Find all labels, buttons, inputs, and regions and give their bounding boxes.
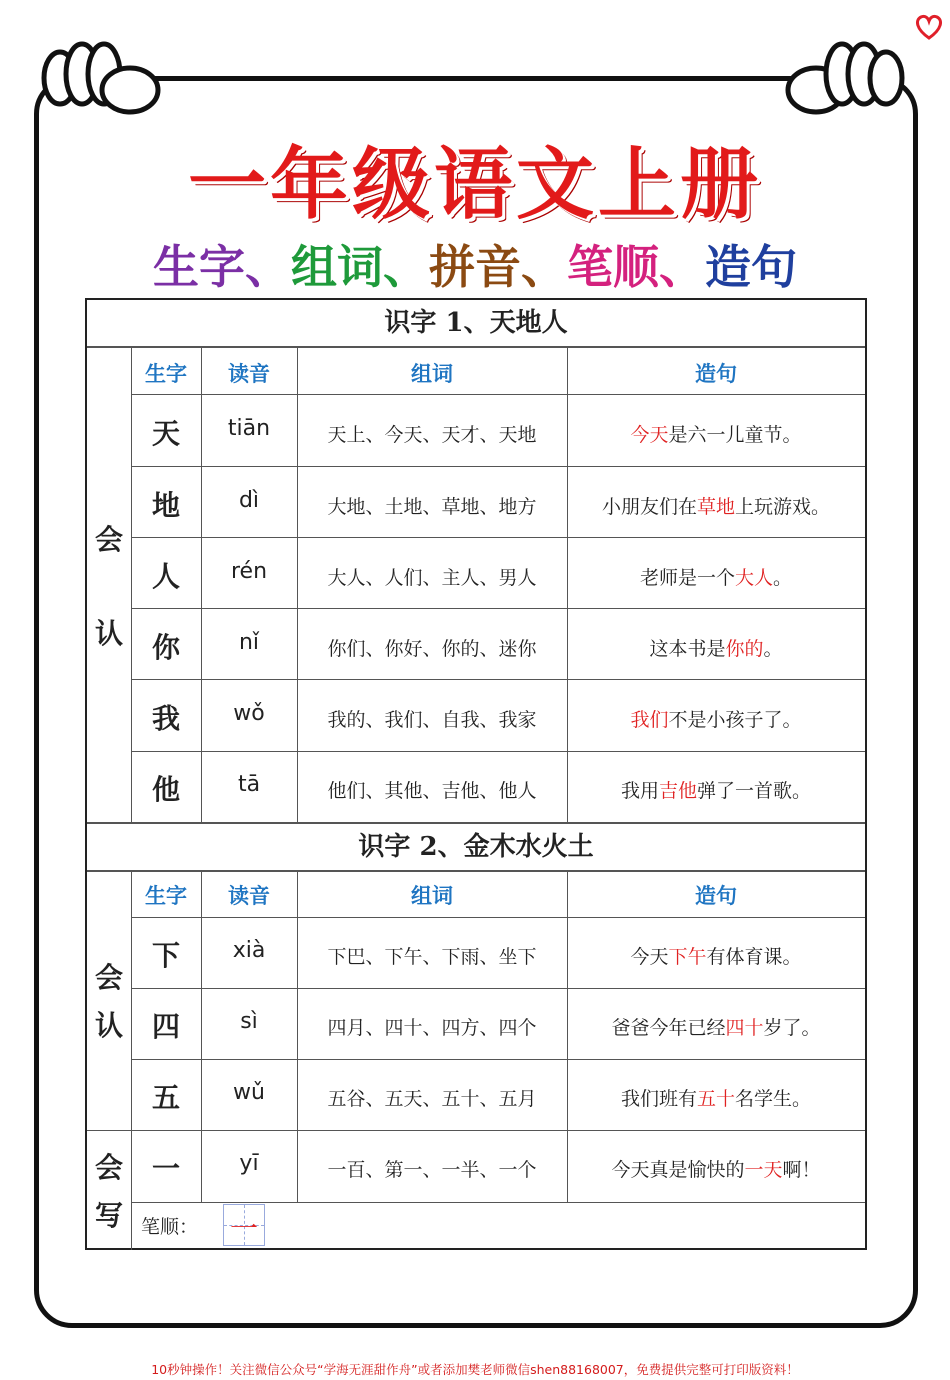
words-cell: 一百、第一、一半、一个 [327,1159,537,1181]
words-cell: 你们、你好、你的、迷你 [327,638,537,660]
sentence-cell [567,1084,865,1111]
char-cell: 四 [151,1010,180,1043]
pinyin-cell: dì [238,488,260,513]
header-char: 生字 [145,883,187,908]
sentence-highlight: 草地 [696,496,735,518]
header-pinyin: 读音 [228,883,270,908]
stroke-order-char: 一 [229,1212,258,1245]
sentence-text: 老师是一个 [639,567,735,589]
words-cell: 大地、土地、草地、地方 [327,496,537,518]
row-label: 认 [94,617,123,650]
sentence-cell [567,942,865,969]
sentence-highlight: 下午 [668,946,707,968]
sentence-text: 岁了。 [763,1017,821,1039]
subtitle-part: 造句 [705,240,797,294]
section-title: 识字 2、金木水火土 [358,832,594,862]
words-cell: 五谷、五天、五十、五月 [327,1088,537,1110]
sentence-text: 上玩游戏。 [735,496,831,518]
subtitle-part: 组词、 [291,240,429,294]
pinyin-cell: wǒ [233,701,265,726]
sentence-cell [567,634,865,661]
sentence-cell [567,1155,865,1182]
sentence-cell [567,563,865,590]
pinyin-cell: rén [230,559,268,584]
sentence-text: 有体育课。 [706,946,802,968]
subtitle-part: 拼音、 [429,240,567,294]
char-cell: 他 [151,773,180,806]
pinyin-cell: yī [239,1151,259,1176]
right-hand-icon [784,32,914,124]
sentence-text: 爸爸今年已经 [611,1017,726,1039]
words-cell: 大人、人们、主人、男人 [327,567,537,589]
words-cell: 我的、我们、自我、我家 [327,709,537,731]
subtitle-part: 笔顺、 [567,240,705,294]
pinyin-cell: tā [237,772,261,797]
sentence-text: 今天 [630,946,669,968]
row-label: 会 [94,961,123,994]
sentence-highlight: 吉他 [658,780,697,802]
sentence-text: 我们班有 [620,1088,697,1110]
sentence-highlight: 大人 [734,567,773,589]
header-words: 组词 [411,883,453,908]
sentence-text: 这本书是 [649,638,726,660]
row-label: 认 [94,1009,123,1042]
row-label: 会 [94,523,123,556]
pinyin-cell: xià [232,938,266,963]
sentence-text: 今天真是愉快的 [611,1159,745,1181]
sentence-text: 啊！ [782,1159,821,1181]
page-title: 一年级语文上册 [187,140,762,230]
sentence-text: 。 [773,567,793,589]
sentence-text: 小朋友们在 [601,496,697,518]
sentence-text: 。 [763,638,783,660]
char-cell: 人 [151,560,180,593]
sentence-highlight: 五十 [696,1088,735,1110]
char-cell: 天 [151,417,180,450]
sentence-cell [567,492,865,519]
words-cell: 天上、今天、天才、天地 [327,424,537,446]
stroke-order-label: 笔顺： [141,1216,199,1238]
char-cell: 你 [151,631,180,664]
row-label: 写 [94,1199,123,1232]
words-cell: 下巴、下午、下雨、坐下 [327,946,537,968]
heart-icon [912,10,946,44]
stroke-order-box [223,1204,265,1246]
sentence-text: 弹了一首歌。 [697,780,812,802]
row-label: 会 [94,1151,123,1184]
sentence-text: 名学生。 [735,1088,812,1110]
sentence-highlight: 我们 [630,709,669,731]
sentence-highlight: 四十 [725,1017,764,1039]
sentence-cell [567,420,865,447]
char-cell: 地 [151,489,180,522]
pinyin-cell: sì [240,1009,258,1034]
sentence-cell [567,1013,865,1040]
pinyin-cell: nǐ [238,630,260,655]
pinyin-cell: tiān [227,416,271,441]
subtitle [0,238,950,296]
words-cell: 四月、四十、四方、四个 [327,1017,537,1039]
sentence-highlight: 一天 [744,1159,783,1181]
sentence-highlight: 你的 [725,638,764,660]
sentence-cell [567,776,865,803]
words-cell: 他们、其他、吉他、他人 [327,780,537,802]
sentence-cell [567,705,865,732]
header-words: 组词 [411,361,453,386]
left-hand-icon [32,32,162,124]
char-cell: 一 [151,1152,180,1185]
header-sentence: 造句 [695,361,737,386]
sentence-text: 是六一儿童节。 [668,424,802,446]
header-sentence: 造句 [695,883,737,908]
char-cell: 我 [151,702,180,735]
header-pinyin: 读音 [228,361,270,386]
footer-note: 10秒钟操作！关注微信公众号“学海无涯甜作舟”或者添加樊老师微信shen88168007，免费提供完整可打印版资料！ [151,1362,799,1377]
section-title: 识字 1、天地人 [384,308,568,338]
sentence-highlight: 今天 [630,424,669,446]
header-char: 生字 [145,361,187,386]
character-table [85,298,867,1250]
char-cell: 下 [151,939,180,972]
sentence-text: 不是小孩子了。 [668,709,802,731]
pinyin-cell: wǔ [233,1080,265,1105]
char-cell: 五 [151,1081,180,1114]
sentence-text: 我用 [620,780,659,802]
subtitle-part: 生字、 [153,240,291,294]
